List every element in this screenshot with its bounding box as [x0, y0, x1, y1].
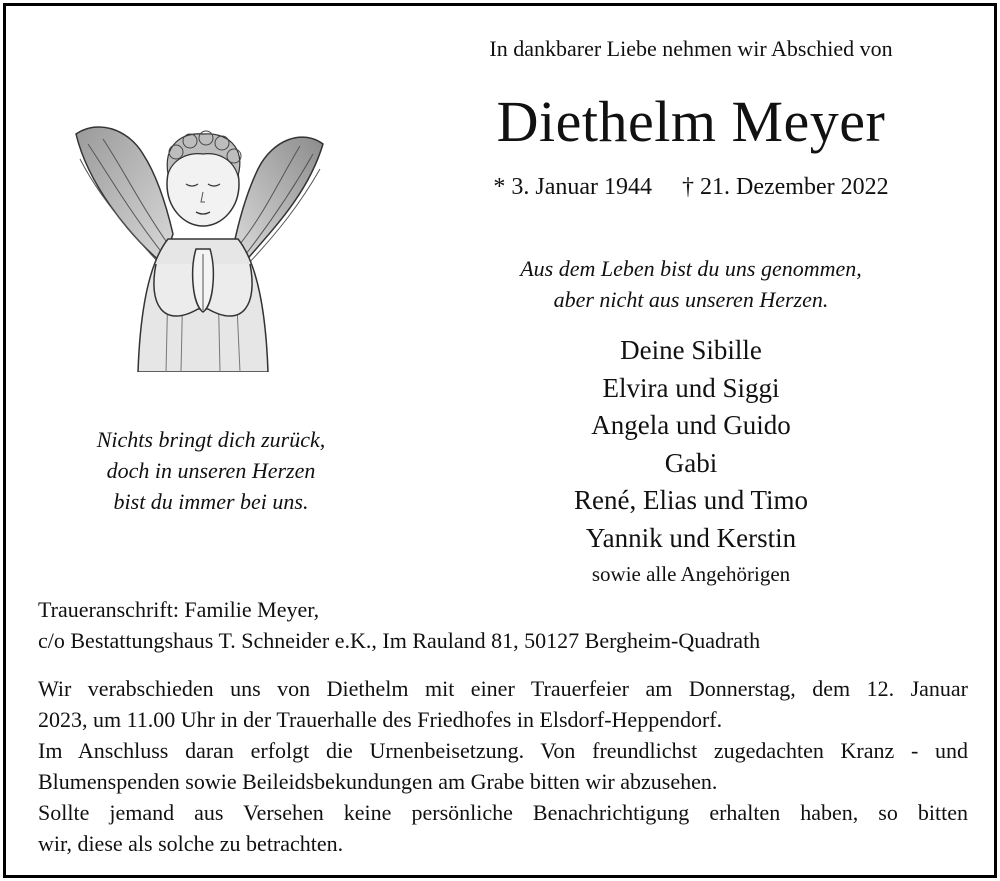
address-line: Traueranschrift: Familie Meyer, [38, 597, 320, 622]
obituary-notice [3, 3, 997, 878]
mourners-list [426, 332, 956, 591]
birth-date: * 3. Januar 1944 [493, 174, 653, 200]
relatives: sowie alle Angehörigen [591, 562, 791, 586]
intro-line: In dankbarer Liebe nehmen wir Abschied von [489, 36, 893, 61]
angel-illustration [68, 114, 330, 372]
mourner: Yannik und Kerstin [585, 522, 797, 553]
verse-left-line: doch in unseren Herzen [106, 458, 316, 483]
mourner: Elvira und Siggi [602, 372, 780, 403]
address-line: c/o Bestattungshaus T. Schneider e.K., Im Rauland 81, 50127 Bergheim-Quadrath [38, 628, 761, 653]
life-dates [426, 174, 956, 201]
ceremony-text [38, 673, 968, 859]
ceremony-line: wir, diese als solche zu betrachten. [38, 831, 344, 856]
verse-right-line: aber nicht aus unseren Herzen. [553, 287, 829, 312]
ceremony-line: Blumenspenden sowie Beileidsbekundungen am Grabe bitten wir abzusehen. [38, 769, 718, 794]
verse-left [46, 424, 376, 517]
ceremony-line: Sollte jemand aus Versehen keine persönliche Benachrichtigung erhalten haben, so bitten [38, 800, 968, 825]
verse-right-line: Aus dem Leben bist du uns genommen, [520, 256, 862, 281]
mourner: Angela und Guido [591, 410, 791, 440]
verse-right [426, 253, 956, 315]
mourner: Deine Sibille [620, 335, 762, 365]
verse-left-line: bist du immer bei uns. [113, 489, 309, 514]
deceased-name: Diethelm Meyer [496, 89, 886, 154]
death-date: † 21. Dezember 2022 [682, 174, 889, 200]
ceremony-line: Wir verabschieden uns von Diethelm mit einer Trauerfeier am Donnerstag, dem 12. Januar [38, 676, 968, 701]
ceremony-line: Im Anschluss daran erfolgt die Urnenbeisetzung. Von freundlichst zugedachten Kranz - und [38, 738, 968, 763]
mourner: Gabi [664, 447, 718, 478]
verse-left-line: Nichts bringt dich zurück, [96, 427, 326, 452]
mourner: René, Elias und Timo [573, 485, 809, 515]
mourning-address [38, 594, 760, 656]
ceremony-line: 2023, um 11.00 Uhr in der Trauerhalle des Friedhofes in Elsdorf-Heppendorf. [38, 707, 723, 732]
